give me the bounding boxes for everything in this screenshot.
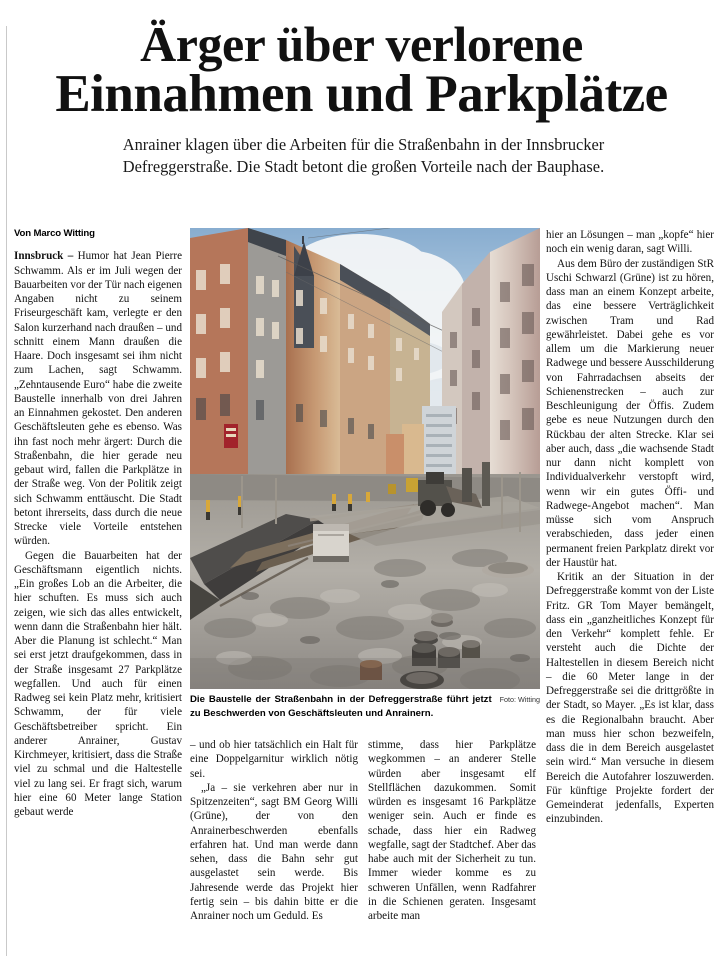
column-4 bbox=[546, 228, 714, 827]
photo-credit: Foto: Witting bbox=[499, 695, 540, 704]
paragraph: hier an Lösungen – man „kopfe“ hier noch ein wenig daran, sagt Willi. bbox=[546, 229, 714, 256]
article-deck bbox=[0, 134, 723, 177]
dateline: Innsbruck – bbox=[14, 250, 74, 263]
article-body bbox=[14, 228, 714, 958]
deck-line-2: Defreggerstraße. Die Stadt betont die großen Vorteile nach der Bauphase. bbox=[122, 156, 605, 176]
photo-image bbox=[190, 228, 540, 689]
page-title bbox=[0, 0, 723, 121]
paragraph: stimme, dass hier Parkplätze wegkommen – an anderer Stelle würden aber insgesamt elf Stellflächen dazukommen. Somit würden es insgesamt 16 Parkplätze weniger sein. Auch er finde es schade, dass hier ein Radweg wegfalle, sagt der Stadtchef. Aber das habe auch mit der Sicherheit zu tun. Immer wieder komme es zu schweren Unfällen, wenn Radfahrer in die Schienen geraten. Insgesamt arbeite man bbox=[368, 739, 536, 922]
caption-text: Die Baustelle der Straßenbahn in der Defreggerstraße führt jetzt zu Beschwerden von Geschäftsleuten und Anrainern. bbox=[190, 694, 492, 719]
photo-caption bbox=[190, 693, 540, 720]
deck-line-1: Anrainer klagen über die Arbeiten für die Straßenbahn in der Innsbrucker bbox=[122, 134, 605, 154]
column-2 bbox=[190, 738, 358, 923]
headline-line-2: Einnahmen und Parkplätze bbox=[55, 65, 668, 123]
left-margin-rule bbox=[6, 26, 7, 956]
paragraph: Gegen die Bauarbeiten hat der Geschäftsmann eigentlich nichts. „Ein großes Lob an die Arbeiter, die hier schuften. Es muss sich auch zeigen, wie sich das alles entwickelt, wenn dann die Straßenbahn hier hält. Aber die Planung ist schlecht.“ Man sei erst jetzt draufgekommen, dass in der Straße insgesamt 27 Parkplätze wegfallen. Und auch für einen Radweg sei kein Platz mehr, kritisiert Schwamm, der für viele Geschäftsbetreiber spricht. Ein anderer Anrainer, Gustav Kirchmeyer, kritisiert, dass die Straße viel zu schmal und die Haltestelle viel zu lang sei. Er fragt sich, warum hier eine 60 Meter lange Station gebaut werde bbox=[14, 549, 182, 819]
paragraph: Aus dem Büro der zuständigen StR Uschi Schwarzl (Grüne) ist zu hören, dass man an einem Konzept arbeite, das eine bessere Verträglichkeit zwischen Tram und Rad gewährleistet. Dabei gehe es vor allem um die Markierung neuer Radwege und bessere Ausschilderung von Fahrradachsen abseits der Schienenstrecken – auch zur Beschleunigung der Öffis. Zudem gebe es neue Nutzungen durch den Rückbau der alten Strecke. Klar sei aber auch, dass „die wachsende Stadt nur dann nicht komplett von Individualverkehr verstopft wird, wenn wir ein gutes Öffi- und Radwege-Angebot machen“. Man müsse sich vom Anspruch verabschieden, dass jeder einen permanent freien Parkplatz direkt vor der Haustür hat. bbox=[546, 257, 714, 569]
paragraph bbox=[14, 249, 182, 548]
column-1 bbox=[14, 228, 182, 819]
photo-block bbox=[190, 228, 540, 720]
paragraph: – und ob hier tatsächlich ein Halt für eine Doppelgarnitur wirklich nötig sei. bbox=[190, 739, 358, 780]
article-photo bbox=[190, 228, 540, 689]
paragraph-text: Humor hat Jean Pierre Schwamm. Als er im Juli wegen der Bauarbeiten vor der Tür nach eigenen Angaben nicht zu seinem Friseurgeschäft kam, verlegte er den Salon kurzerhand nach draußen – und schnitt einem Mann draußen die Haare. Doch insgesamt sei ihm nicht zum Lachen, sagt Schwamm. „Zehntausende Euro“ habe die zweite Baustelle innerhalb von drei Jahren an Einnahmen gekostet. Den anderen Geschäftsleuten gehe es ebenso. Was ihn fast noch mehr ärgert: Durch die Straßenbahn, die hier gerade neu gebaut wird, fallen die Parkplätze in der Straße weg. Von der Politik zeigt sich Schwamm enttäuscht. Die Stadt betont ihrerseits, dass durch die neue Strecke viele Vorteile entstehen würden. bbox=[14, 250, 182, 548]
column-3 bbox=[368, 738, 536, 923]
paragraph: Kritik an der Situation in der Defreggerstraße kommt von der Liste Fritz. GR Tom Mayer bemängelt, dass ein „ganzheitliches Konzept für den Verkehr“ komplett fehle. Er versteht auch die Dichte der Haltestellen in diesem Bereich nicht – die 60 Meter lange in der Defreggerstraße sei die drittgrößte in der Stadt, so Mayer. „Es ist klar, dass es die Regionalbahn braucht. Aber man muss hier schon bezweifeln, dass die in dem Bereich ausgelastet sein wird.“ Man versuche in diesem Bereich die Autofahrer loszuwerden. Für künftige Projekte fordert der Gemeinderat jedenfalls, Experten einzubinden. bbox=[546, 571, 714, 826]
headline-line-1: Ärger über verlorene bbox=[140, 16, 583, 72]
byline: Von Marco Witting bbox=[14, 228, 95, 239]
paragraph: „Ja – sie verkehren aber nur in Spitzenzeiten“, sagt BM Georg Willi (Grüne), der von den Anrainerbeschwerden ebenfalls erfahren hat. Und man werde dann sehen, dass die Bahn sehr gut ausgelastet sein werde. Bis Jahresende werde das Projekt hier fertig sein – bis dahin bitte er die Anrainer noch um Geduld. Es bbox=[190, 781, 358, 922]
